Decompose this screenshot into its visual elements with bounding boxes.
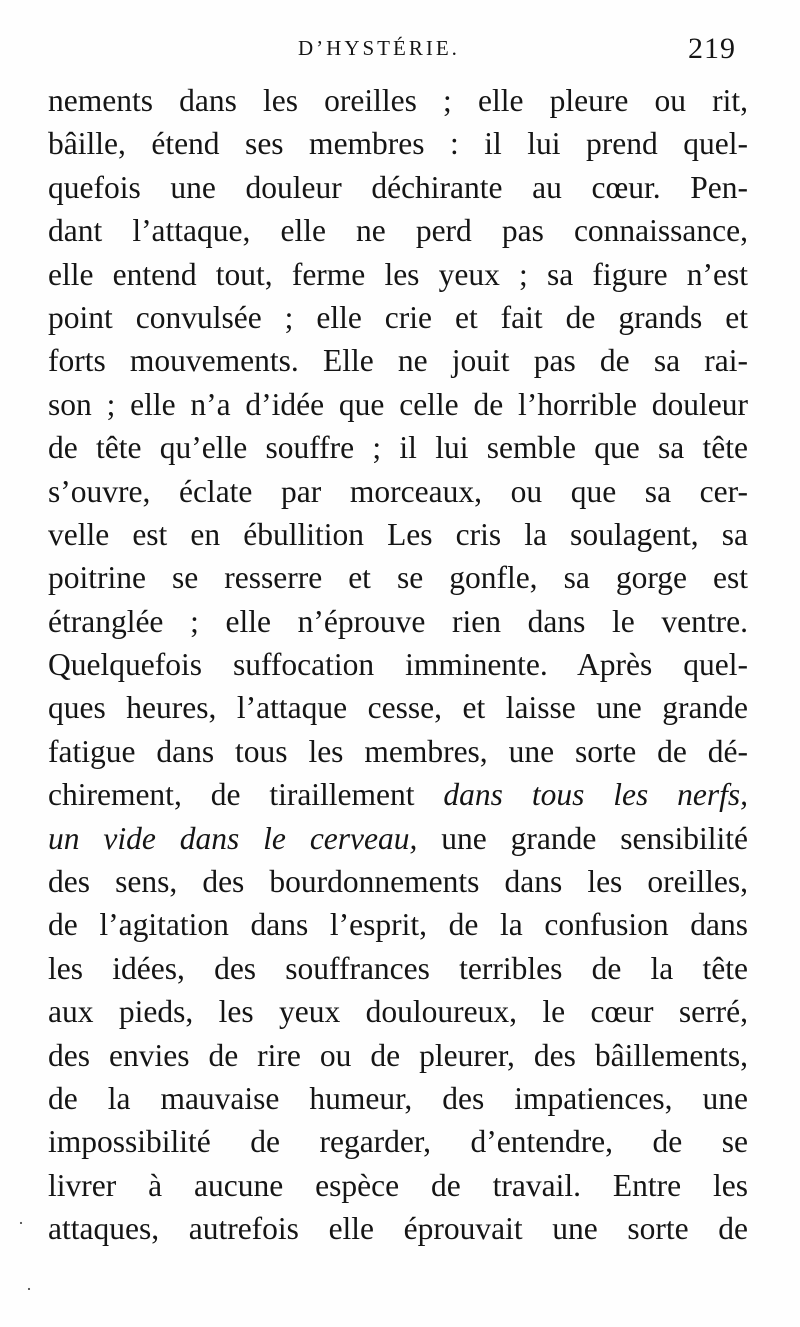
text-line-17-italic: dans tous les nerfs, — [443, 777, 748, 813]
text-line-10: s’ouvre, éclate par morceaux, ou que sa cer- — [48, 473, 748, 509]
text-line-9: de tête qu’elle souffre ; il lui semble que sa tête — [48, 430, 748, 466]
text-line-14: Quelquefois suffocation imminente. Après quel- — [48, 647, 748, 683]
ink-speck: · — [26, 1279, 32, 1299]
text-line-12: poitrine se resserre et se gonfle, sa gorge est — [48, 560, 748, 596]
text-line-17 — [48, 773, 748, 816]
text-line-22: aux pieds, les yeux douloureux, le cœur serré, — [48, 994, 748, 1030]
text-line-21: les idées, des souffrances terribles de la tête — [48, 950, 748, 986]
text-line-13: étranglée ; elle n’éprouve rien dans le ventre. — [48, 603, 748, 639]
text-line-11: velle est en ébullition Les cris la soulagent, sa — [48, 516, 748, 552]
text-line-25: impossibilité de regarder, d’entendre, de se — [48, 1124, 748, 1160]
running-head — [48, 32, 748, 72]
text-line-4: dant l’attaque, elle ne perd pas connaissance, — [48, 213, 748, 249]
text-line-2: bâille, étend ses membres : il lui prend quel- — [48, 126, 748, 162]
text-line-19: des sens, des bourdonnements dans les oreilles, — [48, 864, 748, 900]
text-line-15: ques heures, l’attaque cesse, et laisse une grande — [48, 690, 748, 726]
text-line-17-roman: chirement, de tiraillement — [48, 777, 444, 813]
text-line-1: nements dans les oreilles ; elle pleure ou rit, — [48, 83, 748, 118]
text-line-23: des envies de rire ou de pleurer, des bâillements, — [48, 1037, 748, 1073]
text-line-6: point convulsée ; elle crie et fait de grands et — [48, 299, 748, 335]
text-line-18-italic: un vide dans le cerveau, — [48, 820, 418, 856]
text-line-18 — [48, 817, 748, 860]
text-line-16: fatigue dans tous les membres, une sorte de dé- — [48, 733, 748, 769]
ink-speck: · — [18, 1213, 24, 1233]
text-line-7: forts mouvements. Elle ne jouit pas de sa rai- — [48, 343, 748, 379]
text-line-26: livrer à aucune espèce de travail. Entre les — [48, 1167, 748, 1203]
text-line-24: de la mauvaise humeur, des impatiences, une — [48, 1080, 748, 1116]
page-header-title: D’HYSTÉRIE. — [298, 36, 460, 60]
text-line-8: son ; elle n’a d’idée que celle de l’horrible douleur — [48, 386, 748, 422]
text-line-5: elle entend tout, ferme les yeux ; sa figure n’est — [48, 256, 748, 292]
text-line-3: quefois une douleur déchirante au cœur. Pen- — [48, 169, 748, 205]
text-line-27: attaques, autrefois elle éprouvait une sorte de — [48, 1211, 748, 1247]
text-line-20: de l’agitation dans l’esprit, de la confusion dans — [48, 907, 748, 943]
text-line-18-roman: une grande sensibilité — [417, 820, 749, 856]
page-number: 219 — [688, 32, 736, 65]
body-text — [48, 79, 748, 1251]
